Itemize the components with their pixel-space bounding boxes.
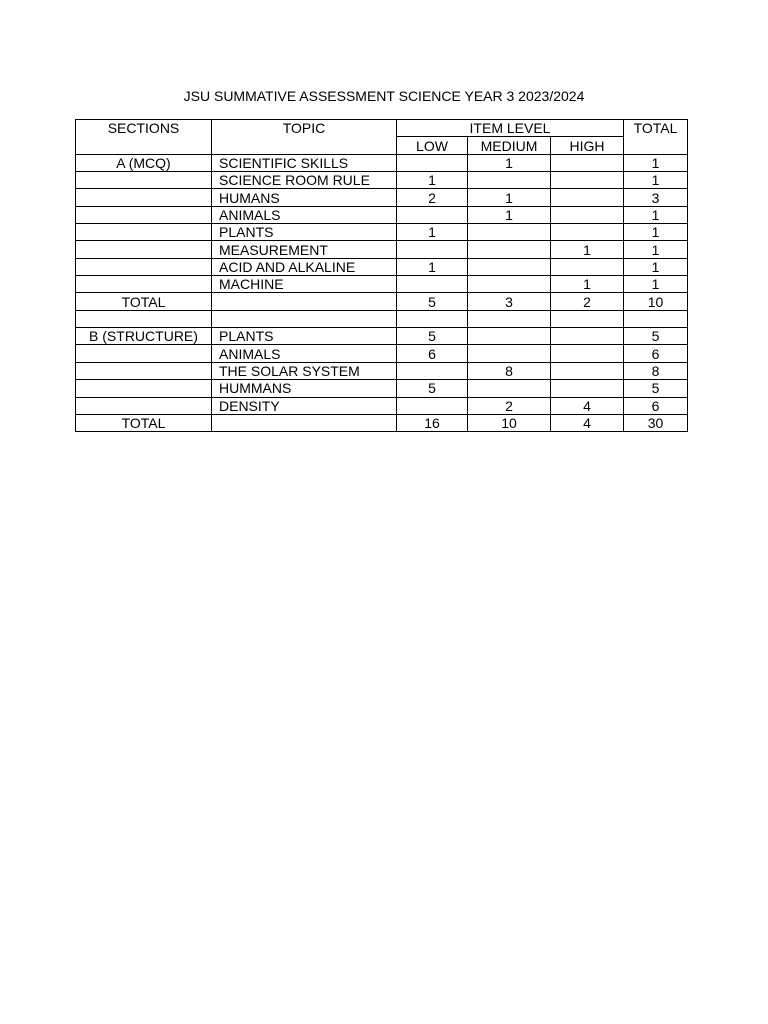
topic-cell: DENSITY xyxy=(212,397,397,414)
total-cell: 1 xyxy=(624,154,688,171)
medium-cell xyxy=(468,380,551,397)
high-cell: 4 xyxy=(551,414,624,431)
table-row xyxy=(76,258,688,275)
section-cell xyxy=(76,310,212,327)
section-cell: B (STRUCTURE) xyxy=(76,328,212,345)
high-cell xyxy=(551,310,624,327)
topic-cell: HUMANS xyxy=(212,189,397,206)
total-cell: 5 xyxy=(624,380,688,397)
topic-cell: PLANTS xyxy=(212,224,397,241)
section-cell xyxy=(76,258,212,275)
medium-cell: 1 xyxy=(468,206,551,223)
total-cell: 6 xyxy=(624,345,688,362)
section-cell xyxy=(76,362,212,379)
low-cell xyxy=(397,154,468,171)
low-cell: 5 xyxy=(397,380,468,397)
table-row xyxy=(76,276,688,293)
medium-cell xyxy=(468,276,551,293)
medium-cell: 2 xyxy=(468,397,551,414)
low-cell: 1 xyxy=(397,172,468,189)
table-row xyxy=(76,154,688,171)
topic-cell: MACHINE xyxy=(212,276,397,293)
low-cell: 1 xyxy=(397,224,468,241)
section-cell xyxy=(76,224,212,241)
high-cell: 1 xyxy=(551,276,624,293)
section-cell xyxy=(76,397,212,414)
total-cell: 1 xyxy=(624,206,688,223)
topic-cell: SCIENCE ROOM RULE xyxy=(212,172,397,189)
table-body xyxy=(76,120,688,432)
topic-cell: ANIMALS xyxy=(212,345,397,362)
topic-cell: MEASUREMENT xyxy=(212,241,397,258)
total-cell: 6 xyxy=(624,397,688,414)
table-row xyxy=(76,224,688,241)
low-header: LOW xyxy=(397,137,468,154)
high-cell xyxy=(551,206,624,223)
high-cell xyxy=(551,172,624,189)
total-cell: 3 xyxy=(624,189,688,206)
topic-cell: PLANTS xyxy=(212,328,397,345)
total-cell: 10 xyxy=(624,293,688,310)
table-row xyxy=(76,172,688,189)
total-cell: 5 xyxy=(624,328,688,345)
high-cell xyxy=(551,224,624,241)
section-cell xyxy=(76,380,212,397)
section-cell xyxy=(76,172,212,189)
medium-cell xyxy=(468,172,551,189)
medium-cell: 10 xyxy=(468,414,551,431)
header-row-1 xyxy=(76,120,688,137)
high-cell: 2 xyxy=(551,293,624,310)
medium-cell xyxy=(468,310,551,327)
low-cell xyxy=(397,241,468,258)
table-row xyxy=(76,189,688,206)
table-row xyxy=(76,397,688,414)
table-row xyxy=(76,310,688,327)
assessment-table xyxy=(75,119,688,432)
topic-cell: SCIENTIFIC SKILLS xyxy=(212,154,397,171)
low-cell: 5 xyxy=(397,328,468,345)
item-level-header: ITEM LEVEL xyxy=(397,120,624,137)
section-cell: A (MCQ) xyxy=(76,154,212,171)
medium-cell: 1 xyxy=(468,154,551,171)
high-header: HIGH xyxy=(551,137,624,154)
medium-cell: 1 xyxy=(468,189,551,206)
medium-cell xyxy=(468,241,551,258)
medium-cell xyxy=(468,224,551,241)
low-cell: 5 xyxy=(397,293,468,310)
topic-header: TOPIC xyxy=(212,120,397,155)
low-cell xyxy=(397,362,468,379)
table-row xyxy=(76,241,688,258)
high-cell: 4 xyxy=(551,397,624,414)
section-cell: TOTAL xyxy=(76,293,212,310)
medium-cell: 3 xyxy=(468,293,551,310)
table-row xyxy=(76,293,688,310)
medium-cell: 8 xyxy=(468,362,551,379)
total-cell: 1 xyxy=(624,241,688,258)
low-cell xyxy=(397,310,468,327)
low-cell: 1 xyxy=(397,258,468,275)
section-cell xyxy=(76,206,212,223)
low-cell: 16 xyxy=(397,414,468,431)
topic-cell: THE SOLAR SYSTEM xyxy=(212,362,397,379)
low-cell: 6 xyxy=(397,345,468,362)
topic-cell xyxy=(212,414,397,431)
table-row xyxy=(76,362,688,379)
total-cell: 1 xyxy=(624,276,688,293)
high-cell: 1 xyxy=(551,241,624,258)
total-cell: 1 xyxy=(624,172,688,189)
high-cell xyxy=(551,258,624,275)
topic-cell xyxy=(212,293,397,310)
high-cell xyxy=(551,345,624,362)
high-cell xyxy=(551,189,624,206)
table-row xyxy=(76,328,688,345)
high-cell xyxy=(551,328,624,345)
section-cell xyxy=(76,276,212,293)
low-cell: 2 xyxy=(397,189,468,206)
low-cell xyxy=(397,397,468,414)
medium-header: MEDIUM xyxy=(468,137,551,154)
table-row xyxy=(76,345,688,362)
medium-cell xyxy=(468,328,551,345)
low-cell xyxy=(397,276,468,293)
high-cell xyxy=(551,362,624,379)
medium-cell xyxy=(468,258,551,275)
total-header: TOTAL xyxy=(624,120,688,155)
topic-cell: ANIMALS xyxy=(212,206,397,223)
medium-cell xyxy=(468,345,551,362)
topic-cell: HUMMANS xyxy=(212,380,397,397)
topic-cell xyxy=(212,310,397,327)
section-cell xyxy=(76,241,212,258)
topic-cell: ACID AND ALKALINE xyxy=(212,258,397,275)
table-row xyxy=(76,206,688,223)
total-cell: 1 xyxy=(624,258,688,275)
total-cell: 1 xyxy=(624,224,688,241)
total-cell: 8 xyxy=(624,362,688,379)
total-cell xyxy=(624,310,688,327)
high-cell xyxy=(551,154,624,171)
low-cell xyxy=(397,206,468,223)
section-cell: TOTAL xyxy=(76,414,212,431)
table-row xyxy=(76,414,688,431)
sections-header: SECTIONS xyxy=(76,120,212,155)
section-cell xyxy=(76,189,212,206)
table-row xyxy=(76,380,688,397)
section-cell xyxy=(76,345,212,362)
document-title: JSU SUMMATIVE ASSESSMENT SCIENCE YEAR 3 2023/2024 xyxy=(183,88,585,104)
high-cell xyxy=(551,380,624,397)
total-cell: 30 xyxy=(624,414,688,431)
